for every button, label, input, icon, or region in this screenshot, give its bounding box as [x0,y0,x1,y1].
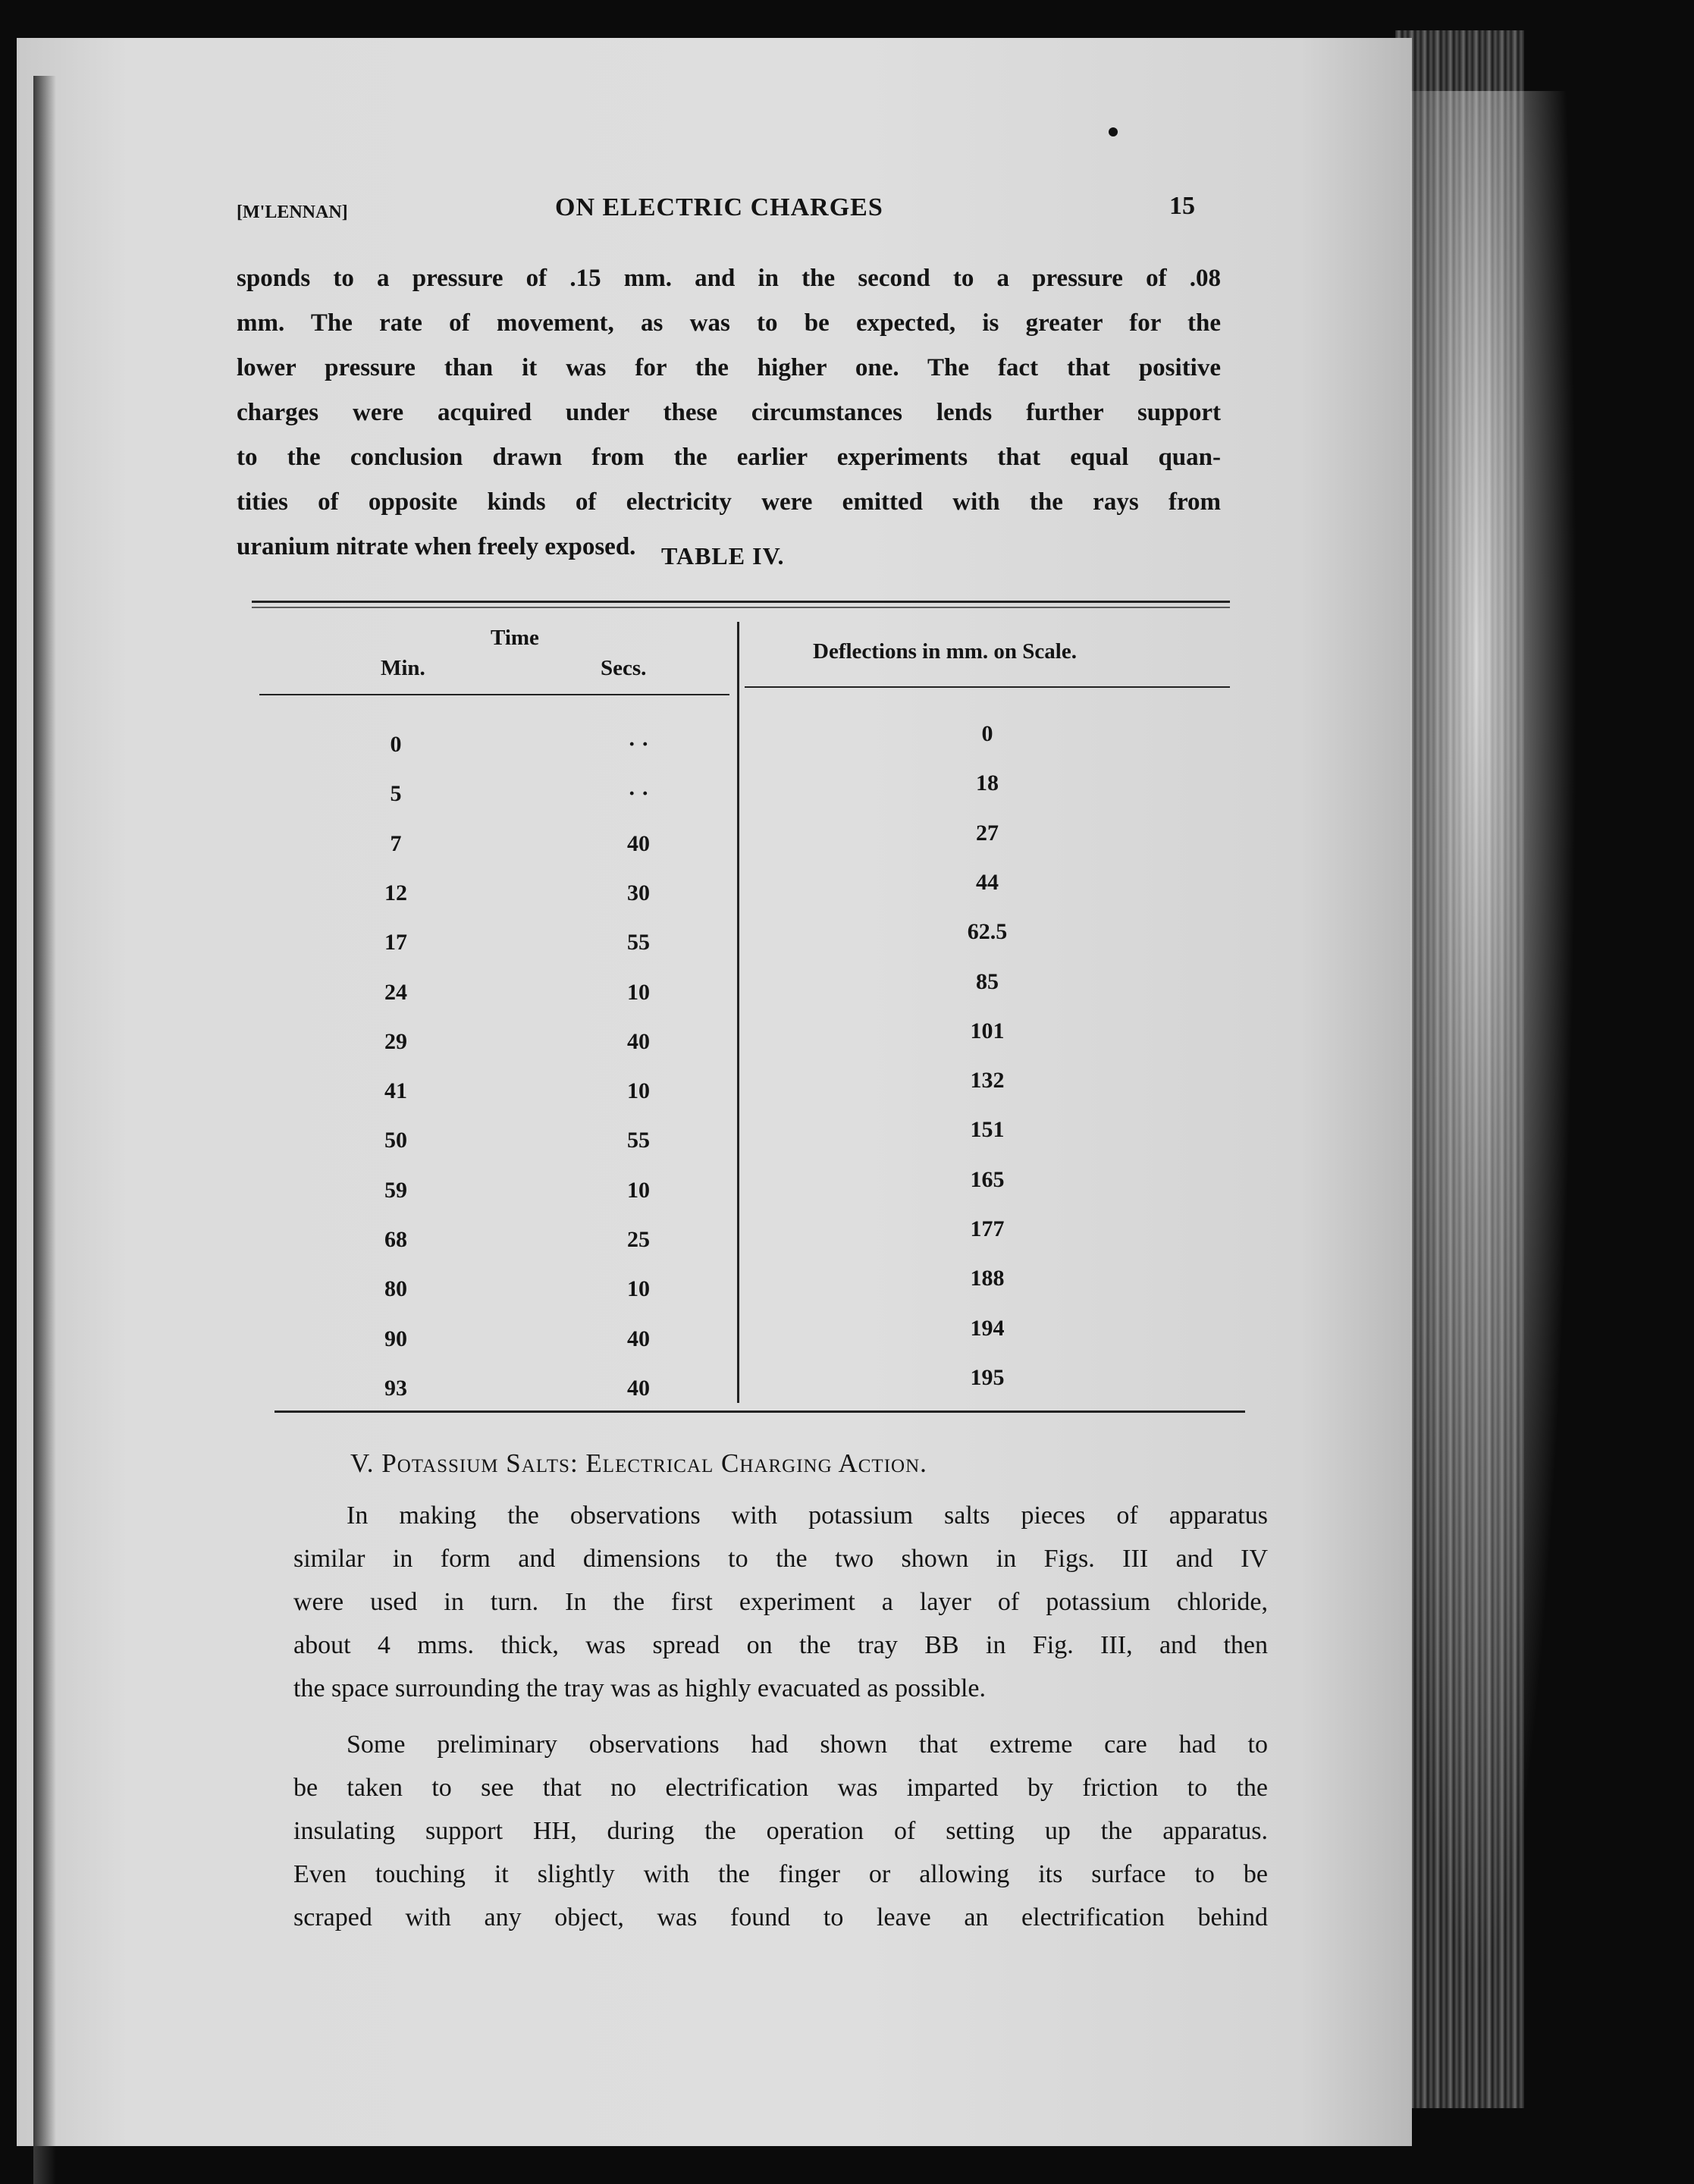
cell-minutes: 93 [384,1375,407,1401]
cell-seconds: · · [628,781,649,807]
cell-minutes: 41 [384,1078,407,1104]
table-row [17,1364,1412,1421]
table-header-min: Min. [381,656,425,680]
cell-seconds: 10 [627,1276,650,1302]
text-line: scraped with any object, was found to leave an electrification behind [293,1903,1268,1931]
cell-minutes: 7 [390,830,402,856]
table-row [17,1068,1412,1124]
section-numeral: V. [350,1448,375,1478]
text-line: were used in turn. In the first experiment a layer of potassium chloride, [293,1588,1268,1616]
table-header-rule-left [259,694,729,695]
cell-seconds: · · [628,732,649,757]
table-top-rule-secondary [252,607,1230,608]
cell-seconds: 10 [627,1177,650,1203]
table-row [17,1315,1412,1372]
table-top-rule [252,601,1230,603]
cell-deflection: 101 [970,1018,1005,1043]
text-line: the space surrounding the tray was as highly evacuated as possible. [293,1674,987,1702]
cell-deflection: 27 [976,820,999,846]
text-line: tities of opposite kinds of electricity were emitted with the rays from [237,488,1221,516]
text-line: mm. The rate of movement, as was to be expected, is greater for the [237,309,1221,337]
cell-deflection: 188 [970,1266,1005,1291]
cell-minutes: 0 [390,732,402,757]
cell-minutes: 29 [384,1028,407,1054]
cell-seconds: 55 [627,930,650,956]
cell-seconds: 30 [627,880,650,905]
running-head-author: [M'LENNAN] [237,202,348,222]
cell-deflection: 44 [976,869,999,895]
cell-seconds: 40 [627,830,650,856]
running-head [17,193,1412,239]
cell-deflection: 0 [981,721,993,746]
cell-deflection: 151 [970,1117,1005,1143]
table-row [17,770,1412,827]
cell-deflection: 18 [976,770,999,796]
cell-seconds: 40 [627,1326,650,1351]
running-head-title: ON ELECTRIC CHARGES [555,193,883,221]
table-row [17,820,1412,877]
text-line: Even touching it slightly with the finger or allowing its surface to be [293,1860,1268,1888]
cell-seconds: 10 [627,1078,650,1104]
table-row [17,869,1412,926]
page-number: 15 [1169,192,1195,220]
intro-paragraph [237,256,1221,570]
cell-seconds: 25 [627,1227,650,1252]
table-row [17,721,1412,777]
cell-seconds: 40 [627,1375,650,1401]
cell-minutes: 5 [390,781,402,807]
table-row [17,1166,1412,1223]
text-line: similar in form and dimensions to the two shown in Figs. III and IV [293,1545,1268,1573]
table-row [17,919,1412,975]
cell-seconds: 40 [627,1028,650,1054]
text-line: Some preliminary observations had shown that extreme care had to [347,1731,1268,1759]
cell-minutes: 59 [384,1177,407,1203]
cell-minutes: 17 [384,930,407,956]
paragraph-preliminary-observations [293,1723,1268,1939]
cell-deflection: 85 [976,968,999,994]
cell-minutes: 50 [384,1128,407,1153]
text-line: In making the observations with potassium salts pieces of apparatus [347,1502,1268,1530]
text-line: insulating support HH, during the operation of setting up the apparatus. [293,1817,1268,1845]
cell-deflection: 62.5 [967,919,1008,945]
section-title: Potassium Salts: Electrical Charging Action. [381,1448,927,1478]
cell-deflection: 195 [970,1364,1005,1390]
cell-minutes: 90 [384,1326,407,1351]
text-line: sponds to a pressure of .15 mm. and in the second to a pressure of .08 [237,265,1221,292]
text-line: be taken to see that no electrification was imparted by friction to the [293,1774,1268,1802]
text-line: lower pressure than it was for the higher one. The fact that positive [237,354,1221,381]
table-row [17,1018,1412,1075]
cell-seconds: 10 [627,979,650,1005]
ink-speck [1109,127,1118,136]
cell-minutes: 80 [384,1276,407,1302]
table-header-time: Time [491,626,539,650]
text-line: charges were acquired under these circumstances lends further support [237,399,1221,426]
cell-deflection: 194 [970,1315,1005,1341]
scan-glare [1410,91,1577,1987]
table-row [17,1266,1412,1322]
text-line: uranium nitrate when freely exposed. [237,533,636,560]
table-header-secs: Secs. [601,656,647,680]
cell-minutes: 68 [384,1227,407,1252]
cell-deflection: 177 [970,1216,1005,1241]
table-header-rule-right [745,686,1230,688]
section-heading [350,1448,927,1479]
cell-deflection: 132 [970,1068,1005,1094]
cell-minutes: 12 [384,880,407,905]
book-page [17,38,1412,2146]
table-row [17,1216,1412,1272]
cell-seconds: 55 [627,1128,650,1153]
paragraph-potassium-apparatus [293,1494,1268,1710]
table-row [17,1117,1412,1173]
cell-minutes: 24 [384,979,407,1005]
text-line: about 4 mms. thick, was spread on the tray BB in Fig. III, and then [293,1631,1268,1659]
table-title: TABLE IV. [661,542,785,570]
table-header-deflections: Deflections in mm. on Scale. [813,639,1077,664]
table-row [17,968,1412,1025]
text-line: to the conclusion drawn from the earlier experiments that equal quan- [237,444,1221,471]
cell-deflection: 165 [970,1166,1005,1192]
